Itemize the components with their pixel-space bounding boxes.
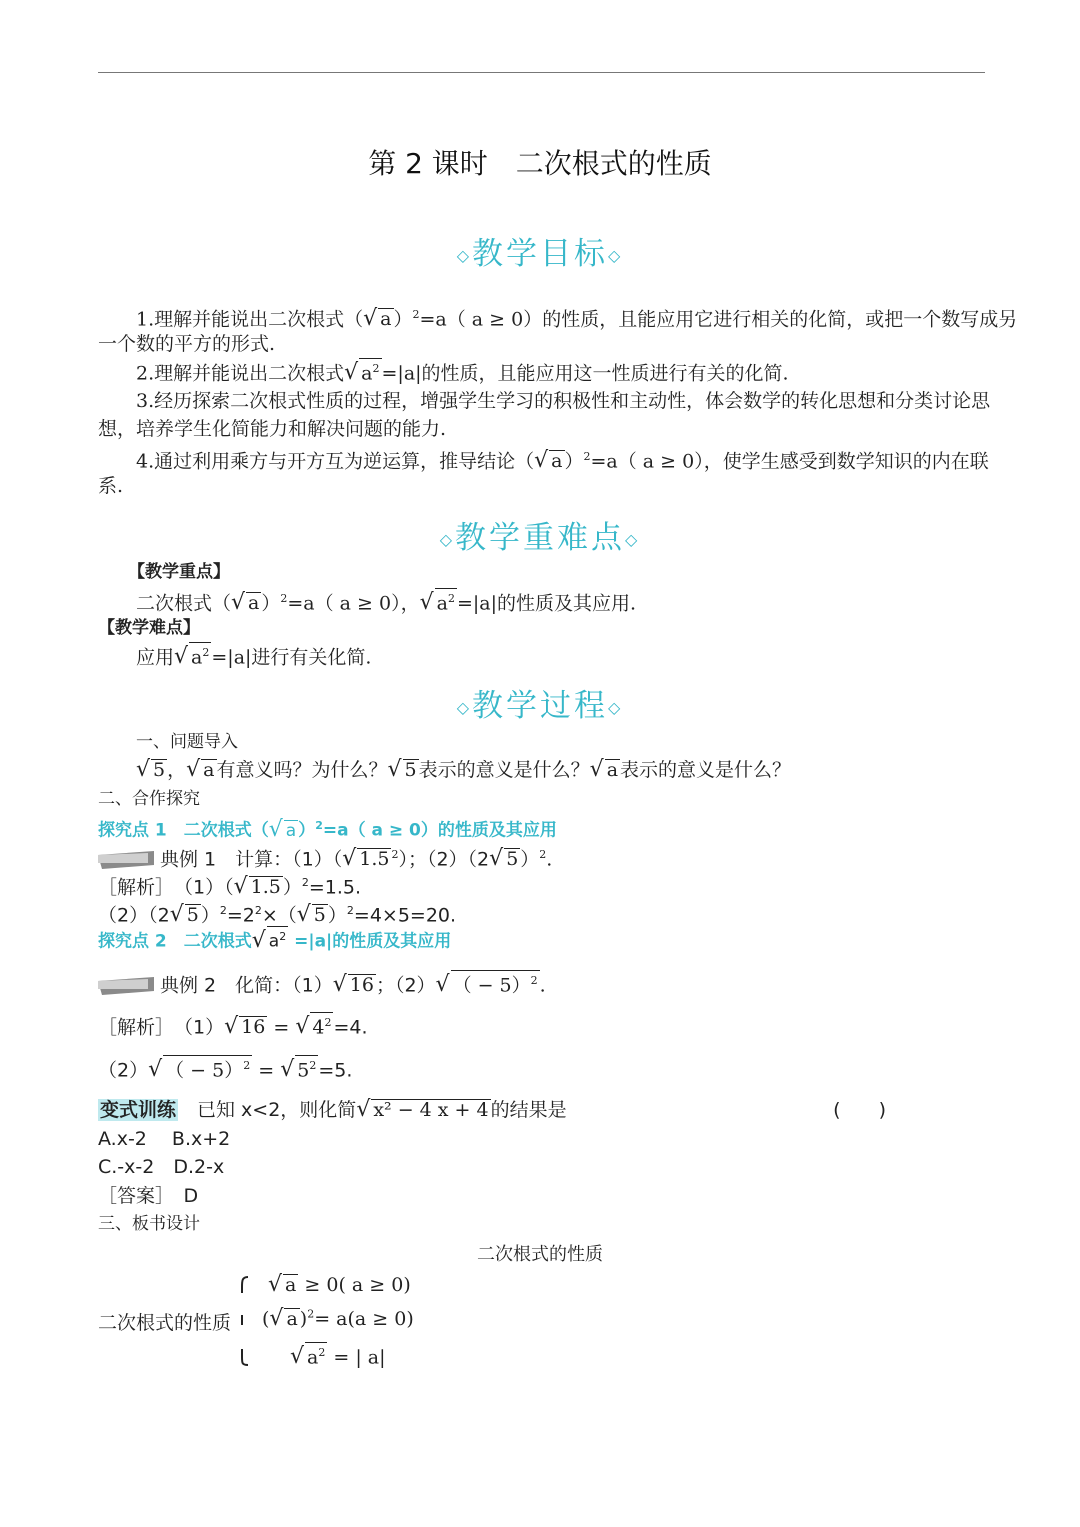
- section-process: ◇教学过程◇: [456, 688, 624, 724]
- key-point-label: 【教学重点】: [128, 562, 230, 582]
- process-part-2: 二、合作探究: [98, 789, 200, 809]
- goal-2: 2.理解并能说出二次根式√ $a^2 =|a|$的性质，且能应用这一性质进行有关的化简.: [98, 358, 1024, 387]
- answer: ［答案］ D: [98, 1185, 199, 1207]
- board-row-2: (√ a )$^2$= a(a ≥ 0): [262, 1306, 414, 1331]
- intro-question: √ 5 ，√ a 有意义吗？为什么？√ 5 表示的意义是什么？√ a 表示的意义是什么？: [136, 757, 792, 782]
- diamond-icon: ◇: [439, 530, 455, 549]
- example-1: 典例 1 计算：（1）（√ 1.5 $^2$）；（2）（2√ 5 ）$^2$.: [98, 841, 986, 873]
- page-title: 第 2 课时 二次根式的性质: [368, 147, 712, 180]
- example-2: 典例 2 化简：（1）√ 16 ；（2）√ （ − 5）$^2$ .: [98, 970, 986, 999]
- process-part-1: 一、问题导入: [136, 732, 238, 752]
- explore-point-2: 探究点 2 二次根式√ $a^2 =|a|$的性质及其应用: [98, 927, 452, 953]
- options-ab: A.x-2 B.x+2: [98, 1128, 231, 1150]
- diamond-icon: ◇: [608, 246, 624, 265]
- top-rule: [98, 72, 985, 73]
- variant-training-label: 变式训练: [100, 1099, 177, 1121]
- variant-training: 变式训练 已知 x<2，则化简√ x² − 4 x + 4 的结果是 ( ): [100, 1097, 886, 1122]
- process-part-3: 三、板书设计: [98, 1214, 200, 1234]
- diamond-icon: ◇: [608, 698, 624, 717]
- goal-3-line-1: 3.经历探索二次根式性质的过程，增强学生学习的积极性和主动性，体会数学的转化思想和分类讨论思: [136, 390, 991, 412]
- key-point-text: 二次根式（√ a ）$^2$=a（ a ≥ 0），√ $a^2 =|a|$的性质及其应用.: [98, 585, 1024, 617]
- goal-4-line-2: 系.: [98, 475, 124, 497]
- diamond-icon: ◇: [625, 530, 641, 549]
- answer-blank: ( ): [833, 1099, 886, 1121]
- goal-3-line-2: 想，培养学生化简能力和解决问题的能力.: [98, 418, 447, 440]
- board-row-1: √ a ≥ 0( a ≥ 0): [268, 1272, 411, 1297]
- section-goals: ◇教学目标◇: [456, 236, 624, 272]
- solution-1-part-2: （2）（2√ 5 ）$^2=2^2\times(√$ 5 ）$^2$=4×5=20.: [98, 902, 457, 928]
- goal-1-line-2: 一个数的平方的形式.: [98, 333, 276, 355]
- diamond-icon: ◇: [456, 698, 472, 717]
- goal-4-line-1: 4.通过利用乘方与开方互为逆运算，推导结论（√ a ）$^2$=a（ a ≥ 0），使学生感受到数学知识的内在联: [136, 448, 989, 474]
- example-ribbon-icon: [98, 977, 154, 995]
- explore-point-1: 探究点 1 二次根式（√ a ）$^2$=a（ a ≥ 0）的性质及其应用: [98, 816, 557, 842]
- options-cd: C.-x-2 D.2-x: [98, 1156, 225, 1178]
- brace-icon: [238, 1275, 250, 1367]
- board-label: 二次根式的性质: [98, 1312, 232, 1334]
- solution-2-part-2: （2）√ （ − 5）$^2$ = √ $5^2 =5$.: [98, 1055, 986, 1084]
- example-ribbon-icon: [98, 851, 154, 869]
- goal-1-line-1: 1.理解并能说出二次根式（√ a ）$^2$=a（ a ≥ 0）的性质，且能应用它进行相关的化简，或把一个数写成另: [136, 306, 1018, 332]
- solution-1-part-1: ［解析］ （1）（√ 1.5 ）$^2$=1.5.: [98, 874, 362, 900]
- diamond-icon: ◇: [456, 246, 472, 265]
- section-keys: ◇教学重难点◇: [439, 520, 641, 556]
- board-row-3: √ $a^2$ = | a|: [290, 1342, 386, 1369]
- difficulty-text: 应用√ $a^2 =|a|$进行有关化简.: [98, 642, 1024, 671]
- board-title: 二次根式的性质: [477, 1244, 603, 1265]
- difficulty-label: 【教学难点】: [98, 618, 200, 638]
- solution-2-part-1: ［解析］ （1）√ 16 = √ $4^2 =4$.: [98, 1012, 986, 1041]
